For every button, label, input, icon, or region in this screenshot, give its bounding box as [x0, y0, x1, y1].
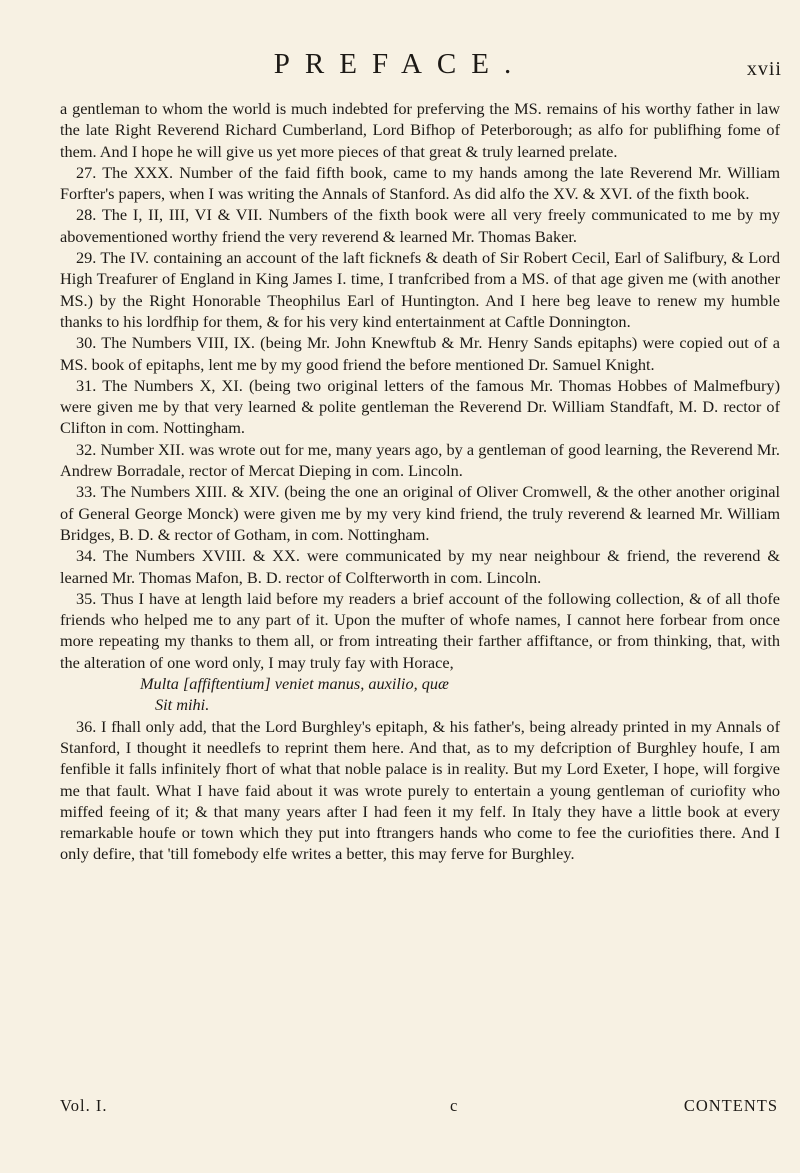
paragraph-31: 31. The Numbers X, XI. (being two original letters of the famous Mr. Thomas Hobbes of Malmefbury) were given me by that very learned & polite gentleman the Reverend Dr. William Standfaft, M. D. rector of Clifton in com. Nottingham.: [60, 375, 780, 438]
paragraph-29: 29. The IV. containing an account of the laft ficknefs & death of Sir Robert Cecil, Earl of Salifbury, & Lord High Treafurer of England in King James I. time, I tranfcribed from a MS. of that age given me (with another MS.) by the Right Honorable Theophilus Earl of Huntington. And I here beg leave to renew my humble thanks to his lordfhip for them, & for his very kind entertainment at Caftle Donnington.: [60, 248, 780, 331]
paragraph-32: 32. Number XII. was wrote out for me, many years ago, by a gentleman of good learning, the Reverend Mr. Andrew Borradale, rector of Mercat Dieping in com. Lincoln.: [60, 439, 780, 481]
volume-label: Vol. I.: [60, 1096, 108, 1115]
paragraph-33: 33. The Numbers XIII. & XIV. (being the one an original of Oliver Cromwell, & the other another original of General George Monck) were given me by my very kind friend, the truly reverend & learned Mr. William Bridges, B. D. & rector of Gotham, in com. Nottingham.: [60, 482, 780, 544]
horace-quote-line-2: Sit mihi.: [155, 695, 210, 715]
catchword: CONTENTS: [683, 1096, 778, 1115]
paragraph-34: 34. The Numbers XVIII. & XX. were communicated by my near neighbour & friend, the reverend & learned Mr. Thomas Mafon, B. D. rector of Colfterworth in com. Lincoln.: [60, 546, 780, 587]
horace-quote-line-1: Multa [affiftentium] veniet manus, auxilio, quæ: [140, 674, 449, 694]
paragraph-30: 30. The Numbers VIII, IX. (being Mr. John Knewftub & Mr. Henry Sands epitaphs) were copied out of a MS. book of epitaphs, lent me by my good friend the before mentioned Dr. Samuel Knight.: [60, 333, 780, 374]
running-head: [0, 48, 800, 82]
running-title: PREFACE.: [273, 48, 527, 80]
page-number: xvii: [746, 58, 782, 80]
paragraph-27: 27. The XXX. Number of the faid fifth book, came to my hands among the late Reverend Mr. William Forfter's papers, when I was writing the Annals of Stanford. As did alfo the XV. & XVI. of the fixth book.: [60, 162, 780, 204]
paragraph-continuation: a gentleman to whom the world is much indebted for preferving the MS. remains of his worthy father in law the late Right Reverend Richard Cumberland, Lord Bifhop of Peterborough; as alfo for publifhing fome of them. And I hope he will give us yet more pieces of that great & truly learned prelate.: [60, 99, 780, 161]
paragraph-36: 36. I fhall only add, that the Lord Burghley's epitaph, & his father's, being already printed in my Annals of Stanford, I thought it needlefs to reprint them here. And that, as to my defcription of Burghley houfe, I am fenfible it falls infinitely fhort of what that noble palace is in reality. But my Lord Exeter, I hope, will forgive me that fault. What I have faid about it was wrote purely to entertain a young gentleman of curiofity who miffed feeing of it; & that many years after I had feen it my felf. In Italy they have a little book at every remarkable houfe or town which they put into ftrangers hands who come to fee the curiofities there. And I only defire, that 'till fomebody elfe writes a better, this may ferve for Burghley.: [60, 716, 780, 864]
paragraph-28: 28. The I, II, III, VI & VII. Numbers of the fixth book were all very freely communicated to me by my abovementioned worthy friend the very reverend & learned Mr. Thomas Baker.: [60, 205, 780, 246]
page-footer: [60, 1096, 778, 1118]
body-text: [60, 98, 780, 865]
paragraph-35: 35. Thus I have at length laid before my readers a brief account of the following collection, & of all thofe friends who helped me to any part of it. Upon the mufter of whofe names, I cannot here forbear from once more repeating my thanks to them all, or from intreating their farther affiftance, or from thinking, that, with the alteration of one word only, I may truly fay with Horace,: [60, 588, 780, 672]
signature-mark: c: [450, 1096, 458, 1115]
